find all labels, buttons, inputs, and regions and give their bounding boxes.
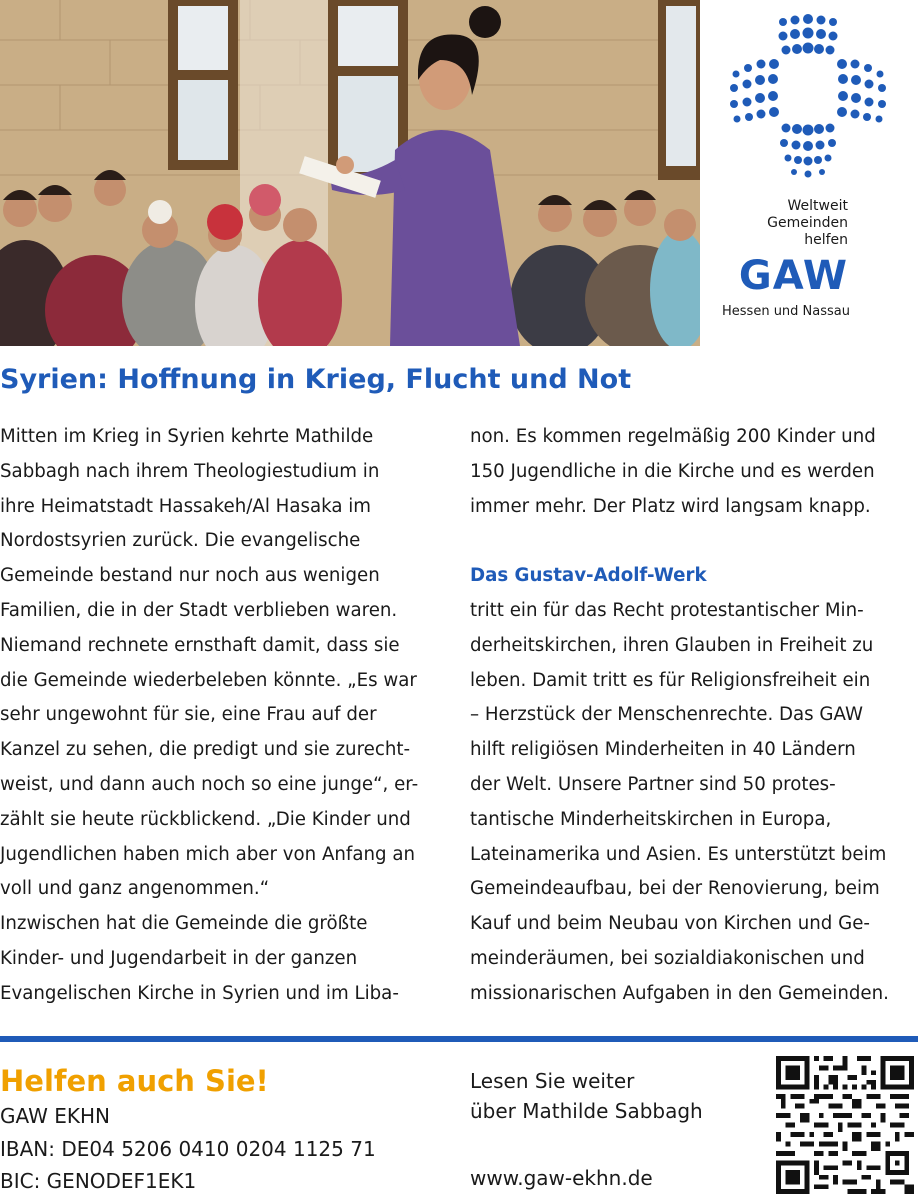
text-line: Nordostsyrien zurück. Die evangelische	[0, 530, 361, 552]
text-line: Familien, die in der Stadt verblieben waren.	[0, 599, 398, 621]
text-line: Sabbagh nach ihrem Theologiestudium in	[0, 460, 380, 482]
logo-region: Hessen und Nassau	[722, 304, 850, 319]
text-line: – Herzstück der Menschenrechte. Das GAW	[470, 704, 863, 726]
qr-code-icon[interactable]	[776, 1056, 914, 1194]
text-line: zählt sie heute rückblickend. „Die Kinder und	[0, 808, 411, 830]
text-line: Lateinamerika und Asien. Es unterstützt beim	[470, 843, 887, 865]
text-line: Kinder- und Jugendarbeit in der ganzen	[0, 947, 358, 969]
text-line: immer mehr. Der Platz wird langsam knapp.	[470, 495, 871, 517]
text-line: ihre Heimatstadt Hassakeh/Al Hasaka im	[0, 495, 372, 517]
article-column-right	[470, 420, 918, 1012]
text-line: hilft religiösen Minderheiten in 40 Ländern	[470, 739, 856, 761]
bank-details	[0, 1100, 376, 1198]
text-line: der Welt. Unsere Partner sind 50 protes-	[470, 773, 836, 795]
text-line: Inzwischen hat die Gemeinde die größte	[0, 913, 368, 935]
iban: IBAN: DE04 5206 0410 0204 1125 71	[0, 1136, 376, 1161]
logo-tagline-line: helfen	[804, 232, 848, 248]
gaw-logo	[700, 0, 918, 346]
account-name: GAW EKHN	[0, 1104, 110, 1128]
text-line: meinderäumen, bei sozialdiakonischen und	[470, 947, 865, 969]
text-line: missionarischen Aufgaben in den Gemeinden.	[470, 982, 889, 1004]
text-line: Mitten im Krieg in Syrien kehrte Mathilde	[0, 426, 374, 447]
cross-logo-icon	[728, 12, 888, 182]
text-line: die Gemeinde wiederbeleben könnte. „Es war	[0, 669, 417, 691]
section-divider	[0, 1036, 918, 1042]
logo-tagline-line: Weltweit	[787, 198, 848, 214]
readmore-line: Lesen Sie weiter	[470, 1069, 635, 1093]
hero-photo	[0, 0, 700, 346]
website-link[interactable]: www.gaw-ekhn.de	[470, 1166, 653, 1190]
text-line: sehr ungewohnt für sie, eine Frau auf der	[0, 704, 377, 726]
text-line: tantische Minderheitskirchen in Europa,	[470, 808, 832, 830]
section-subheading: Das Gustav-Adolf-Werk	[470, 565, 707, 587]
text-line: Gemeinde bestand nur noch aus wenigen	[0, 565, 380, 587]
text-line: weist, und dann auch noch so eine junge“, er-	[0, 773, 419, 795]
text-line: 150 Jugendliche in die Kirche und es werden	[470, 460, 875, 482]
text-line: voll und ganz angenommen.“	[0, 878, 270, 900]
text-line: derheitskirchen, ihren Glauben in Freiheit zu	[470, 634, 874, 656]
text-line: tritt ein für das Recht protestantischer Min-	[470, 599, 864, 621]
article-column-left	[0, 420, 455, 1012]
text-line: Gemeindeaufbau, bei der Renovierung, beim	[470, 878, 880, 900]
readmore-line: über Mathilde Sabbagh	[470, 1099, 703, 1123]
text-line: Kauf und beim Neubau von Kirchen und Ge-	[470, 913, 870, 935]
readmore-text	[470, 1066, 703, 1126]
article-title: Syrien: Hoffnung in Krieg, Flucht und Not	[0, 364, 632, 395]
logo-tagline-line: Gemeinden	[767, 215, 848, 231]
text-line: Evangelischen Kirche in Syrien und im Liba-	[0, 982, 399, 1004]
text-line: Niemand rechnete ernsthaft damit, dass sie	[0, 634, 400, 656]
logo-name: GAW	[738, 253, 848, 299]
logo-tagline	[767, 198, 848, 249]
text-line: non. Es kommen regelmäßig 200 Kinder und	[470, 426, 876, 447]
bic: BIC: GENODEF1EK1	[0, 1169, 197, 1193]
donate-title: Helfen auch Sie!	[0, 1064, 269, 1098]
classroom-illustration	[0, 0, 700, 346]
text-line: Jugendlichen haben mich aber von Anfang an	[0, 843, 416, 865]
text-line: Kanzel zu sehen, die predigt und sie zurecht-	[0, 739, 411, 761]
text-line: leben. Damit tritt es für Religionsfreiheit ein	[470, 669, 871, 691]
